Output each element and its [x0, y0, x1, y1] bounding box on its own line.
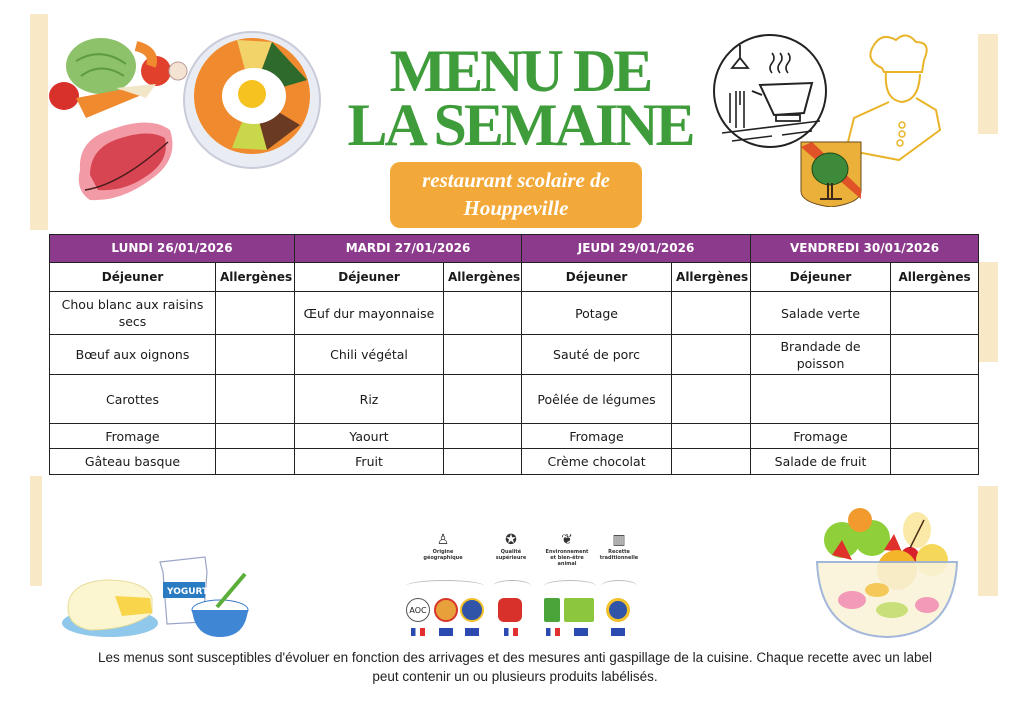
table-row — [50, 335, 979, 375]
eu-flag-icon — [574, 628, 588, 636]
day-header-thursday: JEUDI 29/01/2026 — [522, 235, 751, 263]
allergen-cell — [444, 424, 522, 449]
france-flag-icon — [411, 628, 425, 636]
meal-cell: Œuf dur mayonnaise — [295, 292, 444, 335]
allergen-cell — [216, 335, 295, 375]
label-group-title: Environnement et bien-être animal — [545, 549, 589, 567]
label-group-title: Recette traditionnelle — [599, 549, 639, 561]
footer-line-2: peut contenir un ou plusieurs produits labélisés. — [372, 669, 658, 684]
subtitle-line-2: Houppeville — [463, 196, 569, 220]
yogurt-label: YOGURT — [167, 587, 209, 597]
day-header-tuesday: MARDI 27/01/2026 — [295, 235, 522, 263]
table-row — [50, 375, 979, 424]
fruit-salad-icon — [812, 500, 962, 640]
allergen-cell — [891, 449, 979, 475]
column-header-meal: Déjeuner — [50, 263, 216, 292]
meal-cell: Gâteau basque — [50, 449, 216, 475]
day-header-monday: LUNDI 26/01/2026 — [50, 235, 295, 263]
allergen-cell — [216, 375, 295, 424]
column-header-allergens: Allergènes — [444, 263, 522, 292]
allergen-cell — [891, 424, 979, 449]
decorative-strip-right-2 — [978, 262, 998, 362]
column-header-row — [50, 263, 979, 292]
meal-cell: Bœuf aux oignons — [50, 335, 216, 375]
decorative-strip-right-3 — [978, 486, 998, 596]
column-header-meal: Déjeuner — [522, 263, 672, 292]
meal-cell: Fromage — [751, 424, 891, 449]
brace-divider — [544, 580, 596, 592]
day-header-friday: VENDREDI 30/01/2026 — [751, 235, 979, 263]
allergen-cell — [672, 335, 751, 375]
cheese-icon — [60, 568, 160, 640]
allergen-cell — [216, 449, 295, 475]
label-group-quality — [492, 532, 530, 561]
restaurant-plate-icon — [712, 33, 828, 149]
meal-cell: Potage — [522, 292, 672, 335]
label-group-environment — [542, 532, 592, 567]
decorative-strip-right — [978, 34, 998, 134]
label-group-recipe — [598, 532, 640, 561]
title-line-1: MENU DE — [389, 38, 651, 104]
menu-table — [49, 234, 979, 475]
meal-cell: Chili végétal — [295, 335, 444, 375]
quality-labels — [398, 532, 648, 642]
allergen-cell — [672, 375, 751, 424]
eu-flag-icon — [611, 628, 625, 636]
brace-divider — [406, 580, 484, 592]
meal-cell: Chou blanc aux raisins secs — [50, 292, 216, 335]
allergen-cell — [891, 292, 979, 335]
table-row — [50, 292, 979, 335]
page-title — [330, 38, 710, 158]
steak-icon — [70, 110, 180, 205]
hand-plant-icon: ❦ — [561, 532, 573, 548]
bibimbap-bowl-icon — [182, 30, 322, 170]
brace-divider — [601, 580, 637, 592]
column-header-meal: Déjeuner — [295, 263, 444, 292]
aop-logo — [434, 598, 458, 622]
meal-cell: Salade de fruit — [751, 449, 891, 475]
eurofeuille-logo — [564, 598, 594, 622]
ab-logo — [544, 598, 560, 622]
column-header-meal: Déjeuner — [751, 263, 891, 292]
meal-cell: Fromage — [522, 424, 672, 449]
day-header-row — [50, 235, 979, 263]
aoc-logo: AOC — [406, 598, 430, 622]
allergen-cell — [891, 375, 979, 424]
column-header-allergens: Allergènes — [672, 263, 751, 292]
open-book-icon: ▥ — [612, 532, 626, 548]
allergen-cell — [444, 375, 522, 424]
yogurt-icon — [155, 552, 255, 640]
award-ribbon-icon: ✪ — [505, 532, 517, 548]
table-row — [50, 424, 979, 449]
vegetables-icon — [46, 26, 191, 121]
eu-flag-icon — [439, 628, 453, 636]
footer-note — [60, 648, 970, 686]
eu-flag-icon — [465, 628, 479, 636]
allergen-cell — [891, 335, 979, 375]
allergen-cell — [216, 424, 295, 449]
meal-cell: Carottes — [50, 375, 216, 424]
meal-cell: Fruit — [295, 449, 444, 475]
meal-cell: Brandade de poisson — [751, 335, 891, 375]
brace-divider — [493, 580, 531, 592]
allergen-cell — [444, 335, 522, 375]
decorative-strip-left-2 — [30, 476, 42, 586]
subtitle-line-1: restaurant scolaire de — [422, 168, 610, 192]
label-rouge-logo — [498, 598, 522, 622]
meal-cell: Sauté de porc — [522, 335, 672, 375]
title-line-2: LA SEMAINE — [347, 92, 693, 158]
meal-cell — [751, 375, 891, 424]
coat-of-arms-icon — [800, 141, 862, 207]
france-flag-icon — [546, 628, 560, 636]
allergen-cell — [444, 292, 522, 335]
meal-cell: Riz — [295, 375, 444, 424]
meal-cell: Salade verte — [751, 292, 891, 335]
stg-logo — [606, 598, 630, 622]
france-flag-icon — [504, 628, 518, 636]
medal-person-icon: ♙ — [436, 532, 450, 548]
meal-cell: Poêlée de légumes — [522, 375, 672, 424]
allergen-cell — [672, 449, 751, 475]
label-group-title: Origine géographique — [423, 549, 463, 561]
allergen-cell — [672, 424, 751, 449]
column-header-allergens: Allergènes — [216, 263, 295, 292]
footer-line-1: Les menus sont susceptibles d'évoluer en fonction des arrivages et des mesures anti gaspillage de la cuisine. Chaque recette avec un label — [97, 650, 933, 665]
label-group-origin — [418, 532, 468, 561]
meal-cell: Crème chocolat — [522, 449, 672, 475]
meal-cell: Yaourt — [295, 424, 444, 449]
subtitle — [390, 166, 642, 222]
igp-logo — [460, 598, 484, 622]
column-header-allergens: Allergènes — [891, 263, 979, 292]
meal-cell: Fromage — [50, 424, 216, 449]
allergen-cell — [672, 292, 751, 335]
table-row — [50, 449, 979, 475]
allergen-cell — [444, 449, 522, 475]
label-group-title: Qualité supérieure — [495, 549, 527, 561]
allergen-cell — [216, 292, 295, 335]
